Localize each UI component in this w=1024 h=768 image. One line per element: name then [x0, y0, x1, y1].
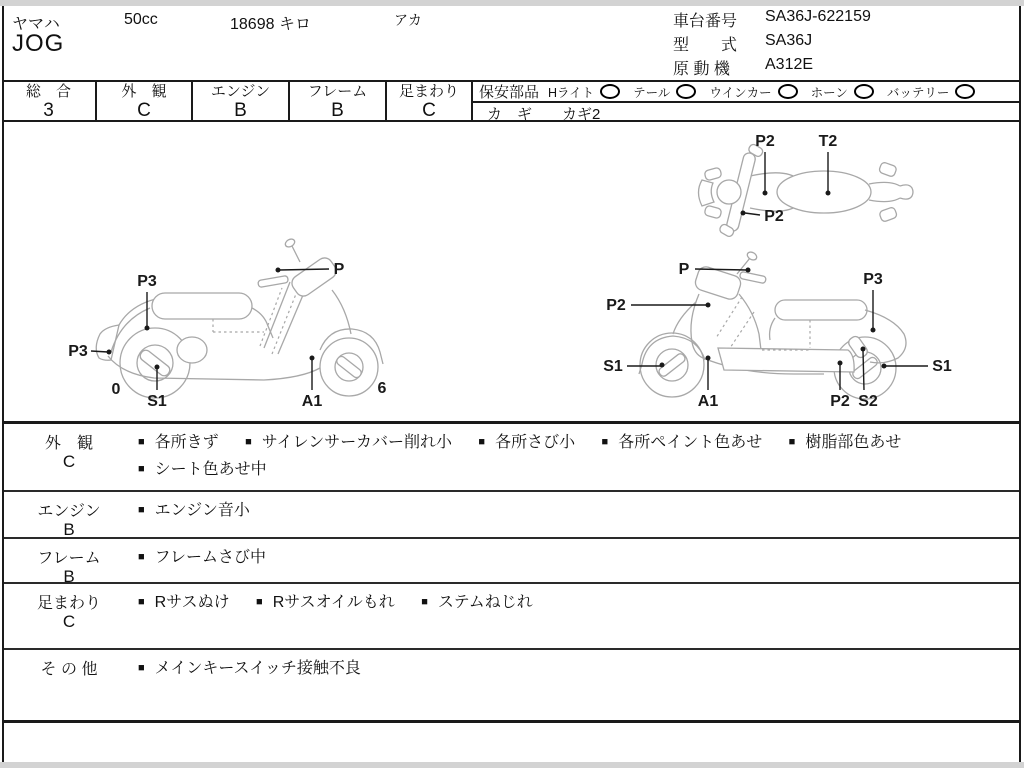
comment-item: ■ 各所ペイント色あせ: [601, 434, 763, 451]
comment-item: ■ ステムねじれ: [421, 594, 533, 611]
num-rear: 0: [111, 381, 121, 398]
bullet-icon: ■: [138, 504, 145, 516]
pass-circle-icon: [676, 84, 696, 99]
safety-parts-title: 保安部品: [479, 84, 540, 101]
grade-cell-frame: [290, 82, 387, 120]
grade-cell-undercarriage: [387, 82, 473, 120]
grade-value: B: [234, 100, 247, 121]
bullet-icon: ■: [138, 463, 145, 475]
model-name: JOG: [12, 30, 65, 57]
comment-grade: C: [62, 452, 76, 471]
maker-name: ヤマハ: [12, 16, 60, 33]
comment-grade: B: [63, 520, 75, 539]
grade-cell-overall: [2, 82, 97, 120]
bullet-icon: ■: [478, 436, 486, 448]
key-count: カギ2: [562, 106, 601, 123]
comment-item: ■ Rサスぬけ: [138, 594, 230, 611]
comment-items: [138, 544, 1003, 571]
comment-row-exterior: [4, 424, 1019, 490]
comment-item: ■ Rサスオイルもれ: [256, 594, 395, 611]
model-code-value: SA36J: [765, 32, 813, 49]
comment-label: エンジン: [37, 503, 101, 520]
comment-item: ■ サイレンサーカバー削れ小: [245, 434, 452, 451]
safety-item-headlight: Hライト: [548, 83, 620, 101]
mark-t2-top-seat: T2: [818, 133, 838, 150]
key-row: [473, 103, 1019, 124]
safety-item-horn: ホーン: [811, 83, 874, 101]
comment-label: 足まわり: [36, 595, 101, 612]
comment-item: ■ シート色あせ中: [138, 461, 267, 478]
bullet-icon: ■: [138, 436, 145, 448]
grade-row: [2, 80, 1019, 122]
comment-label: フレーム: [37, 550, 101, 567]
inspection-comments: [4, 421, 1019, 720]
comment-item: ■ 各所さび小: [478, 434, 576, 451]
grade-label: エンジン: [210, 83, 271, 100]
safety-item-battery: バッテリー: [887, 83, 976, 101]
pass-circle-icon: [955, 84, 975, 99]
bottom-rule: [2, 720, 1019, 723]
mark-s1-right-front-wheel: S1: [603, 358, 623, 375]
pass-circle-icon: [854, 84, 874, 99]
comment-item: ■ 樹脂部色あせ: [788, 434, 902, 451]
comment-row-frame: [4, 537, 1019, 586]
comment-label: 外 観: [44, 435, 93, 452]
mileage: 18698 キロ: [230, 16, 311, 33]
damage-diagram: [2, 122, 1019, 424]
mark-s1-right-rear-wheel: S1: [932, 358, 952, 375]
bottom-margin: [0, 762, 1024, 768]
grade-value: B: [331, 100, 344, 121]
comment-item: ■ フレームさび中: [138, 549, 267, 566]
key-label: カ ギ: [487, 106, 533, 123]
safety-parts-section: [473, 82, 1019, 123]
comment-item: ■ エンジン音小: [138, 502, 250, 519]
comment-item: ■ メインキースイッチ接触不良: [138, 660, 361, 677]
mark-p3-left-fender: P3: [68, 343, 88, 360]
mark-p3-right-body: P3: [863, 271, 883, 288]
num-front: 6: [377, 380, 387, 397]
right-border: [1019, 6, 1021, 762]
comment-grade: C: [62, 612, 76, 631]
grade-label: 総 合: [25, 83, 71, 100]
bullet-icon: ■: [245, 436, 252, 448]
identification-header: [663, 6, 1017, 80]
model-code-label: 型 式: [673, 37, 738, 54]
engine-code-label: 原 動 機: [673, 61, 730, 78]
bullet-icon: ■: [788, 436, 796, 448]
mark-s1-left-rear-wheel: S1: [147, 393, 167, 410]
displacement: 50cc: [124, 11, 158, 28]
scooter-left-view: [68, 237, 386, 410]
engine-code-value: A312E: [765, 56, 814, 73]
body-color: アカ: [394, 12, 422, 28]
bullet-icon: ■: [421, 596, 428, 608]
grade-cell-exterior: [97, 82, 193, 120]
safety-parts-row: [473, 82, 1019, 103]
comment-row-undercarriage: [4, 582, 1019, 648]
scooter-top-view: [699, 133, 914, 238]
pass-circle-icon: [600, 84, 620, 99]
comment-row-other: [4, 648, 1019, 720]
bullet-icon: ■: [138, 662, 145, 674]
bullet-icon: ■: [601, 436, 609, 448]
comment-row-engine: [4, 490, 1019, 537]
mark-p3-left-body: P3: [137, 273, 157, 290]
scooter-right-view: [603, 250, 952, 410]
grade-cell-engine: [193, 82, 290, 120]
mark-p-left-mirror: P: [333, 261, 345, 278]
mark-a1-right-step: A1: [697, 393, 719, 410]
grade-label: 外 観: [121, 83, 167, 100]
grade-value: C: [137, 100, 151, 121]
grade-value: C: [422, 100, 436, 121]
mark-p2-right-shield: P2: [606, 297, 626, 314]
comment-grade: B: [63, 567, 75, 586]
comment-item: ■ 各所きず: [138, 434, 219, 451]
bullet-icon: ■: [138, 596, 145, 608]
comment-items: [138, 429, 1003, 483]
comment-items: [138, 589, 1003, 616]
bullet-icon: ■: [256, 596, 263, 608]
comment-items: [138, 497, 1003, 524]
vehicle-header: [4, 6, 661, 80]
grade-label: 足まわり: [398, 83, 459, 100]
mark-s2-right-rear: S2: [858, 393, 878, 410]
comment-items: [138, 655, 1003, 682]
chassis-number-value: SA36J-622159: [765, 8, 871, 25]
mark-p-right-mirror: P: [678, 261, 690, 278]
mark-p2-top-body: P2: [755, 133, 775, 150]
vehicle-diagram-svg: [2, 122, 1019, 424]
chassis-number-label: 車台番号: [673, 13, 738, 30]
safety-item-tail: テール: [633, 83, 696, 101]
grade-value: 3: [43, 100, 54, 121]
mark-p2-top-handlebar: P2: [764, 208, 784, 225]
mark-p2-right-rear: P2: [830, 393, 850, 410]
safety-item-winker: ウインカー: [709, 83, 797, 101]
comment-label: そ の 他: [40, 661, 98, 678]
mark-a1-left-step: A1: [301, 393, 323, 410]
bullet-icon: ■: [138, 551, 145, 563]
grade-label: フレーム: [307, 83, 368, 100]
pass-circle-icon: [778, 84, 798, 99]
